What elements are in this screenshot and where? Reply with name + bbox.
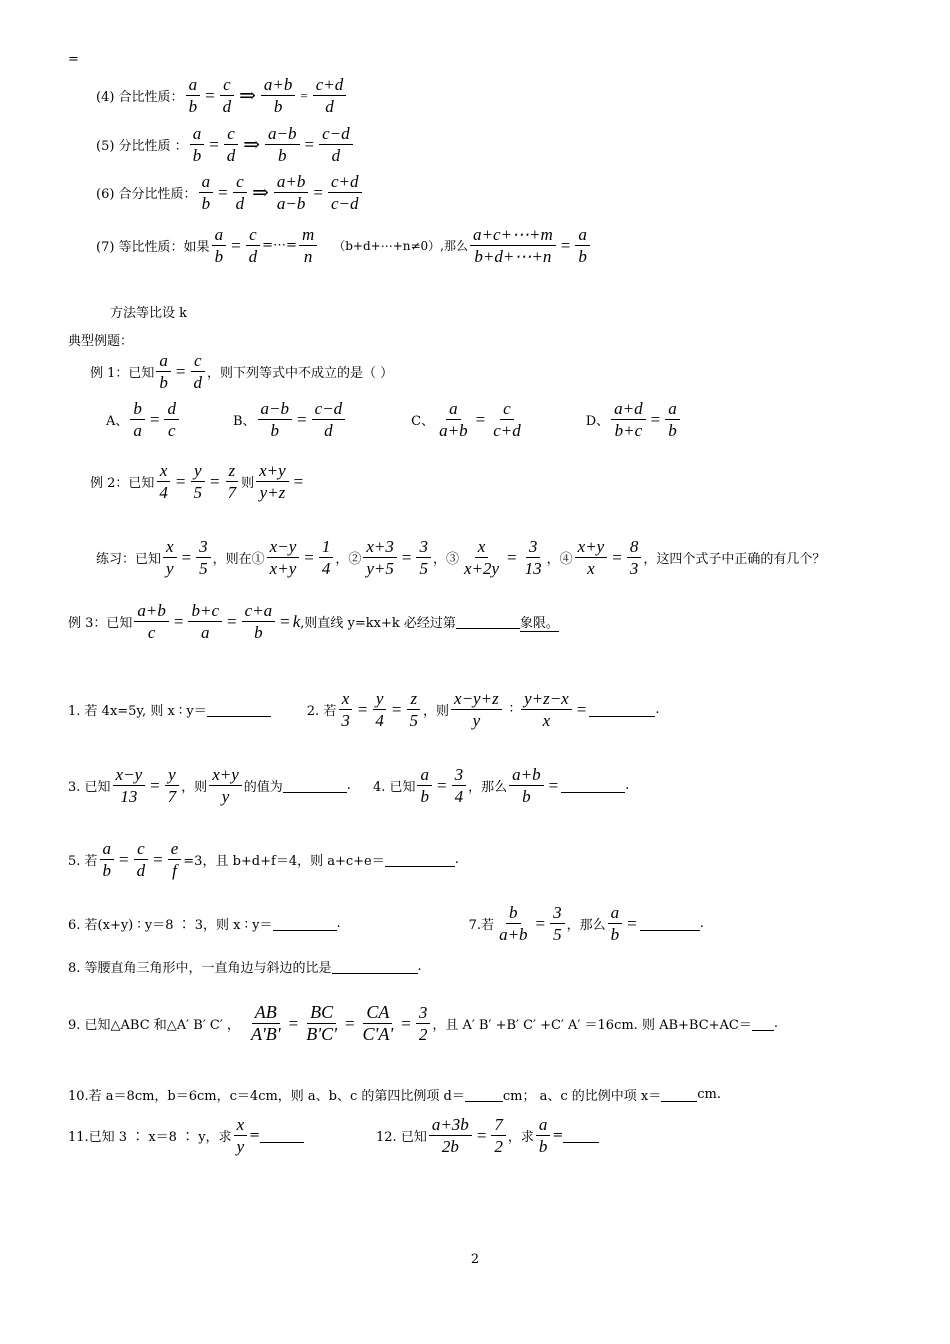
method-note: 方法等比设 k (110, 306, 188, 321)
option-c-label: C、 (411, 414, 435, 429)
fraction: $\frac{a}{b}$ (608, 902, 623, 945)
question-5: 5. 若 $\frac{a}{b}$ = $\frac{c}{d}$ = $\frac{e}{f}$ =3，且 b+d+f＝4，则 a+c+e＝ . (68, 839, 459, 880)
fraction: $\frac{a}{b}$ (190, 123, 205, 166)
fraction: $\frac{a}{b}$ (665, 398, 680, 441)
fraction: $\frac{y+z-x}{x}$ (521, 688, 572, 731)
fraction: $\frac{a}{a+b}$ (439, 399, 468, 440)
fraction: $\frac{a}{b}$ (536, 1114, 551, 1157)
fraction: $\frac{a}{b}$ (186, 74, 201, 117)
fraction: $\frac{a}{b}$ (212, 224, 227, 267)
question-12-ask: ，求 (507, 1130, 534, 1145)
example-3: 例 3：已知 $\frac{a+b}{c}$ = $\frac{b+c}{a}$ = $\frac{c+a}{b}$ = k ,则直线 y=kx+k 必经过第 象限。 (68, 601, 559, 642)
property-4: (4) 合比性质： $\frac{a}{b}$ = $\frac{c}{d}$ ⇒ $\frac{a+b}{b}$ = $\frac{c+d}{d}$ (96, 74, 950, 117)
ellipsis-equals: =⋯= (262, 238, 297, 253)
fraction: $\frac{a+b}{b}$ (509, 764, 543, 807)
fraction: $\frac{a}{b}$ (100, 838, 115, 881)
fraction: $\frac{a}{b}$ (156, 350, 171, 393)
answer-blank[interactable] (283, 779, 347, 793)
fraction: $\frac{y}{5}$ (191, 460, 206, 503)
answer-blank[interactable] (332, 960, 418, 974)
fraction: $\frac{a+c+\cdots+m}{b+d+\cdots+n}$ (470, 224, 556, 267)
fraction: $\frac{a+3b}{2b}$ (429, 1114, 472, 1157)
question-10 (68, 1085, 950, 1104)
question-5-suffix: =3，且 b+d+f＝4，则 a+c+e＝ (183, 854, 385, 869)
fraction: $\frac{b+c}{a}$ (188, 600, 222, 643)
example-1: 例 1：已知 $\frac{a}{b}$ = $\frac{c}{d}$ ，则下列等式中不成立的是（ ） (90, 351, 394, 392)
practice-suffix: ，这四个式子中正确的有几个？ (643, 552, 826, 567)
fraction: $\frac{a-b}{b}$ (258, 398, 292, 441)
fraction: $\frac{a+d}{b+c}$ (611, 398, 645, 441)
option-b-label: B、 (232, 414, 256, 429)
fraction: $\frac{a}{b}$ (575, 224, 590, 267)
fraction: $\frac{3}{13}$ (524, 537, 542, 578)
question-11-prefix: 11.已知 3 ∶ x＝8 ∶ y，求 (68, 1130, 232, 1145)
property-6: (6) 合分比性质： $\frac{a}{b}$ = $\frac{c}{d}$ ⇒ $\frac{a+b}{a-b}$ = $\frac{c+d}{c-d}$ (96, 171, 950, 214)
question-10-part-b: cm； a、c 的比例中项 x＝ (502, 1089, 662, 1104)
fraction: $\frac{x+3}{y+5}$ (363, 536, 397, 579)
fraction: $\frac{x}{3}$ (338, 688, 353, 731)
question-4-prefix: 4. 已知 (372, 780, 416, 795)
answer-blank[interactable] (561, 779, 625, 793)
example-2-prefix: 例 2：已知 (90, 476, 155, 491)
property-4-label: (4) 合比性质： (96, 90, 184, 105)
fraction: $\frac{x+y}{y}$ (209, 764, 242, 807)
option-a-label: A、 (106, 414, 129, 429)
example-1-suffix: ，则下列等式中不成立的是（ ） (207, 366, 394, 381)
question-9-suffix: ，且 A′ B′ +B′ C′ +C′ A′ ＝16cm. 则 AB+BC+AC＝ (432, 1018, 752, 1033)
fraction: $\frac{y}{4}$ (372, 688, 387, 731)
fraction: $\frac{x+y}{y+z}$ (256, 460, 289, 503)
question-8: 8. 等腰直角三角形中，一直角边与斜边的比是 . (68, 959, 422, 976)
question-12-prefix: 12. 已知 (376, 1130, 427, 1145)
ratio-colon: ∶ (509, 702, 514, 717)
answer-blank[interactable] (661, 1088, 697, 1102)
then-label: ，则 (423, 704, 450, 719)
answer-blank[interactable] (640, 917, 700, 931)
fraction: $\frac{c-d}{d}$ (319, 123, 353, 166)
question-3-prefix: 3. 已知 (68, 780, 111, 795)
question-10-part-a: 10.若 a＝8cm，b＝6cm，c＝4cm，则 a、b、c 的第四比例项 d＝ (68, 1089, 465, 1104)
property-7-condition: （b+d+⋯+n≠0）,那么 (333, 239, 468, 253)
fraction: $\frac{y}{7}$ (165, 764, 180, 807)
example-3-suffix-b: 象限。 (520, 612, 559, 632)
fraction: $\frac{x-y}{x+y}$ (267, 536, 300, 579)
fraction: $\frac{x}{x+2y}$ (463, 537, 500, 578)
fraction: $\frac{a}{b}$ (417, 764, 432, 807)
fraction: $\frac{d}{c}$ (164, 398, 179, 441)
question-9: 9. 已知△ABC 和△A′ B′ C′ ， $\frac{AB}{A'B'}$ = $\frac{BC}{B'C'}$ = $\frac{CA}{C'A'}$ = $\frac{3}{2}$ ，且 A′ B′ +B′ C′ +C′ A′ ＝16cm. 则 AB+BC+AC＝ . (68, 1002, 779, 1044)
fraction: $\frac{x}{y}$ (234, 1114, 248, 1157)
answer-blank[interactable] (563, 1129, 599, 1143)
practice-mid: ，则在① (212, 552, 265, 567)
question-11-12: 11.已知 3 ∶ x＝8 ∶ y，求 $\frac{x}{y}$ = 12. 已知 $\frac{a+3b}{2b}$ = $\frac{7}{2}$ ，求 $\frac{a}{b}$ = (68, 1114, 950, 1157)
fraction: $\frac{CA}{C'A'}$ (362, 1002, 394, 1044)
property-7-label: (7) 等比性质：如果 (96, 240, 210, 255)
property-5-label: (5) 分比性质 ： (96, 139, 188, 154)
fraction: $\frac{c-d}{d}$ (312, 398, 346, 441)
fraction: $\frac{3}{4}$ (452, 764, 467, 807)
fraction: $\frac{AB}{A'B'}$ (250, 1002, 281, 1044)
fraction: $\frac{7}{2}$ (491, 1114, 506, 1157)
page-number: 2 (470, 1252, 480, 1267)
practice-c2: ，② (335, 552, 362, 567)
question-6-7: 6. 若(x+y) ∶ y＝8 ∶ 3，则 x ∶ y＝ . 7.若 $\frac{b}{a+b}$ = $\frac{3}{5}$ ，那么 $\frac{a}{b}$ = . (68, 903, 704, 944)
fraction: $\frac{c}{d}$ (246, 224, 261, 267)
fraction: $\frac{BC}{B'C'}$ (306, 1002, 337, 1044)
practice-c3: ，③ (432, 552, 459, 567)
fraction: $\frac{b}{a}$ (130, 398, 145, 441)
fraction: $\frac{a+b}{b}$ (261, 74, 295, 117)
fraction: $\frac{1}{4}$ (319, 536, 334, 579)
fraction: $\frac{c}{c+d}$ (493, 399, 521, 440)
then-label: ，那么 (566, 918, 606, 933)
fraction: $\frac{8}{3}$ (627, 536, 642, 579)
fraction: $\frac{x-y}{13}$ (113, 764, 146, 807)
property-6-label: (6) 合分比性质： (96, 187, 197, 202)
fraction: $\frac{x}{4}$ (156, 460, 171, 503)
example-1-prefix: 例 1：已知 (90, 366, 155, 381)
fraction: $\frac{3}{5}$ (416, 536, 431, 579)
example-1-options: A、 $\frac{b}{a}$ = $\frac{d}{c}$ B、 $\frac{a-b}{b}$ = $\frac{c-d}{d}$ C、 $\frac{a}{a+b}$ = $\frac{c}{c+d}$ D、 $\frac{a+d}{b+c}$ = $\frac{a}{b}$ (106, 398, 950, 441)
fraction: $\frac{a}{b}$ (199, 171, 214, 214)
property-7: (7) 等比性质：如果 $\frac{a}{b}$ = $\frac{c}{d}$ =⋯= $\frac{m}{n}$ （b+d+⋯+n≠0）,那么 $\frac{a+c+\cdots+m}{b+d+\cdots+n}$ = $\frac{a}{b}$ (96, 224, 950, 267)
question-1: 1. 若 4x=5y, 则 x ∶ y＝ (68, 704, 207, 719)
fraction: $\frac{e}{f}$ (168, 838, 182, 881)
option-d-label: D、 (585, 414, 610, 429)
then-label: 则 (241, 476, 255, 491)
question-1-2: 1. 若 4x=5y, 则 x ∶ y＝ 2. 若 $\frac{x}{3}$ = $\frac{y}{4}$ = $\frac{z}{5}$ ，则 $\frac{x-y+z}{y}$ ∶ $\frac{y+z-x}{x}$ = . (68, 689, 660, 730)
fraction: $\frac{x-y+z}{y}$ (451, 688, 502, 731)
then-label: ，那么 (468, 780, 508, 795)
example-3-suffix-a: ,则直线 y=kx+k 必经过第 (300, 616, 456, 631)
fraction: $\frac{3}{2}$ (416, 1002, 431, 1045)
practice: 练习：已知 $\frac{x}{y}$ = $\frac{3}{5}$ ，则在① $\frac{x-y}{x+y}$ = $\frac{1}{4}$ ，② $\frac{x+3}{y+5}$ = $\frac{3}{5}$ ，③ $\frac{x}{x+2y}$ = $\frac{3}{13}$ ，④ $\frac{x+y}{x}$ = $\frac{8}{3}$ ，这四个式子中正确的有几个？ (96, 537, 826, 578)
answer-blank[interactable] (273, 917, 337, 931)
fraction: $\frac{m}{n}$ (299, 224, 317, 267)
question-5-prefix: 5. 若 (68, 854, 98, 869)
fraction: $\frac{3}{5}$ (550, 902, 565, 945)
fraction: $\frac{z}{7}$ (225, 460, 240, 503)
fraction: $\frac{x}{y}$ (163, 536, 177, 579)
question-6: 6. 若(x+y) ∶ y＝8 ∶ 3，则 x ∶ y＝ (68, 918, 273, 933)
answer-blank[interactable] (207, 703, 271, 717)
examples-heading: 典型例题： (68, 334, 134, 349)
fraction: $\frac{a+b}{a-b}$ (274, 171, 308, 214)
answer-blank[interactable] (465, 1088, 503, 1102)
answer-blank[interactable] (385, 853, 455, 867)
question-9-prefix: 9. 已知△ABC 和△A′ B′ C′ ， (68, 1018, 240, 1033)
question-7-prefix: 7.若 (468, 918, 495, 933)
fraction: $\frac{x+y}{x}$ (575, 536, 608, 579)
practice-prefix: 练习：已知 (96, 552, 162, 567)
k-symbol: k (292, 611, 301, 631)
top-mark: = (68, 52, 79, 67)
fraction: $\frac{c}{d}$ (233, 171, 248, 214)
answer-blank[interactable] (260, 1129, 304, 1143)
practice-c4: ，④ (546, 552, 573, 567)
question-3-4: 3. 已知 $\frac{x-y}{13}$ = $\frac{y}{7}$ ，则 $\frac{x+y}{y}$ 的值为 . 4. 已知 $\frac{a}{b}$ = $\frac{3}{4}$ ，那么 $\frac{a+b}{b}$ = . (68, 765, 630, 806)
fraction: $\frac{c}{d}$ (191, 350, 206, 393)
fraction: $\frac{c}{d}$ (134, 838, 149, 881)
then-label: ，则 (181, 780, 208, 795)
answer-blank[interactable] (589, 703, 655, 717)
fraction: $\frac{a+b}{c}$ (134, 600, 168, 643)
property-5: (5) 分比性质 ： $\frac{a}{b}$ = $\frac{c}{d}$ ⇒ $\frac{a-b}{b}$ = $\frac{c-d}{d}$ (96, 123, 950, 166)
fraction: $\frac{c+d}{d}$ (313, 74, 347, 117)
question-2-prefix: 2. 若 (306, 704, 337, 719)
fraction: $\frac{a-b}{b}$ (265, 123, 299, 166)
example-2: 例 2：已知 $\frac{x}{4}$ = $\frac{y}{5}$ = $\frac{z}{7}$ 则 $\frac{x+y}{y+z}$ = (90, 461, 304, 502)
question-8-text: 8. 等腰直角三角形中，一直角边与斜边的比是 (68, 961, 332, 976)
fraction: $\frac{3}{5}$ (196, 536, 211, 579)
fraction: $\frac{c+d}{c-d}$ (328, 171, 362, 214)
question-10-part-c: cm. (697, 1087, 721, 1102)
answer-blank[interactable] (752, 1017, 774, 1031)
example-3-prefix: 例 3：已知 (68, 616, 133, 631)
fraction: $\frac{c}{d}$ (220, 74, 235, 117)
fraction: $\frac{b}{a+b}$ (499, 903, 528, 944)
question-3-suffix: 的值为 (243, 780, 283, 795)
fraction: $\frac{c}{d}$ (224, 123, 239, 166)
answer-blank[interactable] (456, 615, 520, 629)
fraction: $\frac{z}{5}$ (407, 688, 422, 731)
fraction: $\frac{c+a}{b}$ (242, 600, 276, 643)
